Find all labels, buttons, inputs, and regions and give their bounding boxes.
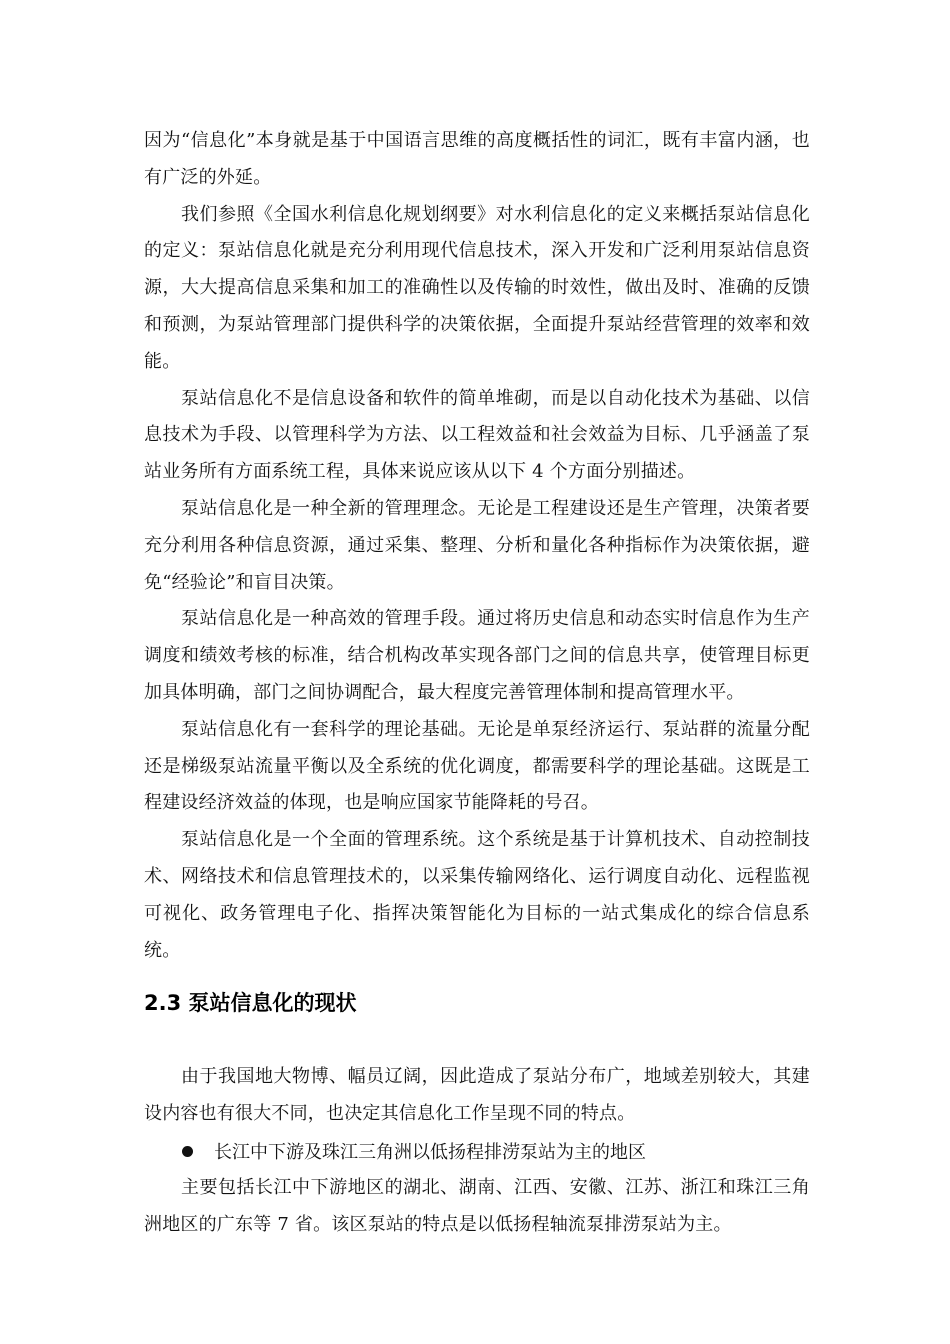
paragraph-region-description: 主要包括长江中下游地区的湖北、湖南、江西、安徽、江苏、浙江和珠江三角洲地区的广东等 7 省。该区泵站的特点是以低扬程轴流泵排涝泵站为主。 — [144, 1176, 810, 1235]
bullet-item — [144, 1133, 810, 1170]
bullet-icon — [182, 1146, 193, 1157]
document-body — [144, 123, 810, 1243]
section-heading: 2.3 泵站信息化的现状 — [144, 991, 357, 1016]
bullet-text: 长江中下游及珠江三角洲以低扬程排涝泵站为主的地区 — [214, 1142, 646, 1164]
paragraph-system-engineering: 泵站信息化不是信息设备和软件的简单堆砌，而是以自动化技术为基础、以信息技术为手段、以管理科学为方法、以工程效益和社会效益为目标、几乎涵盖了泵站业务所有方面系统工程，具体来说应该从以下 4 个方面分别描述。 — [144, 387, 810, 483]
paragraph-informatization-concept: 因为“信息化”本身就是基于中国语言思维的高度概括性的词汇，既有丰富内涵，也有广泛的外延。 — [144, 130, 810, 188]
paragraph-current-status: 由于我国地大物博、幅员辽阔，因此造成了泵站分布广，地域差别较大，其建设内容也有很大不同，也决定其信息化工作呈现不同的特点。 — [144, 1066, 810, 1125]
paragraph-definition: 我们参照《全国水利信息化规划纲要》对水利信息化的定义来概括泵站信息化的定义：泵站信息化就是充分利用现代信息技术，深入开发和广泛利用泵站信息资源，大大提高信息采集和加工的准确性以及传输的时效性，做出及时、准确的反馈和预测，为泵站管理部门提供科学的决策依据，全面提升泵站经营管理的效率和效能。 — [144, 203, 810, 372]
paragraph-theory-basis: 泵站信息化有一套科学的理论基础。无论是单泵经济运行、泵站群的流量分配还是梯级泵站流量平衡以及全系统的优化调度，都需要科学的理论基础。这既是工程建设经济效益的体现，也是响应国家节能降耗的号召。 — [144, 718, 810, 814]
paragraph-management-concept: 泵站信息化是一种全新的管理理念。无论是工程建设还是生产管理，决策者要充分利用各种信息资源，通过采集、整理、分析和量化各种指标作为决策依据，避免“经验论”和盲目决策。 — [144, 497, 810, 593]
paragraph-management-means: 泵站信息化是一种高效的管理手段。通过将历史信息和动态实时信息作为生产调度和绩效考核的标准，结合机构改革实现各部门之间的信息共享，使管理目标更加具体明确，部门之间协调配合，最大程度完善管理体制和提高管理水平。 — [144, 608, 810, 703]
paragraph-management-system: 泵站信息化是一个全面的管理系统。这个系统是基于计算机技术、自动控制技术、网络技术和信息管理技术的，以采集传输网络化、运行调度自动化、远程监视可视化、政务管理电子化、指挥决策智能化为目标的一站式集成化的综合信息系统。 — [144, 829, 810, 961]
